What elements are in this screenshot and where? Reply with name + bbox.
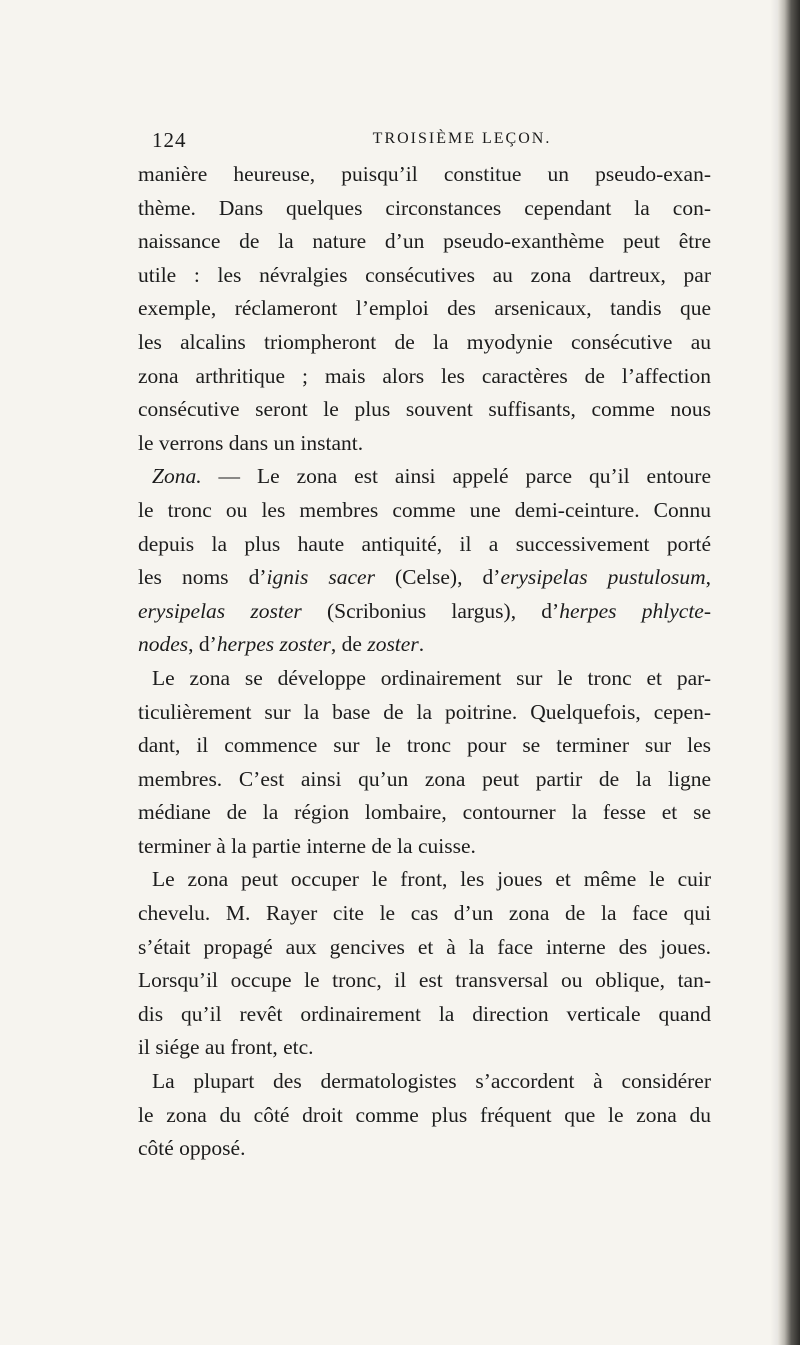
text-line [138, 830, 711, 864]
text-run: , d’ [188, 632, 217, 657]
text-line [138, 427, 711, 461]
text-run: thème. Dans quelques circonstances cependant la con- [138, 195, 711, 220]
text-run: exemple, réclameront l’emploi des arsenicaux, tandis que [138, 296, 711, 321]
text-line [138, 628, 711, 662]
text-line [138, 696, 711, 730]
text-run: , [705, 565, 712, 590]
italic-text-run: erysipelas zoster [138, 598, 302, 623]
text-run: utile : les névralgies consécutives au zona dartreux, par [138, 262, 711, 287]
text-run: Le zona se développe ordinairement sur le tronc et par- [152, 665, 711, 690]
text-run: manière heureuse, puisqu’il constitue un pseudo-exan- [138, 162, 711, 186]
text-run: côté opposé. [138, 1136, 246, 1161]
italic-text-run: herpes zoster [216, 632, 331, 657]
italic-text-run: erysipelas pustulosum [500, 565, 706, 590]
page-number: 124 [152, 128, 187, 152]
text-line [138, 863, 711, 897]
text-line [138, 528, 711, 562]
text-line [138, 292, 711, 326]
text-run: le zona du côté droit comme plus fréquent que le zona du [138, 1102, 711, 1127]
text-line [138, 1099, 711, 1133]
text-line [138, 931, 711, 965]
text-run: le tronc ou les membres comme une demi-ceinture. Connu [138, 497, 711, 522]
text-line [138, 225, 711, 259]
body-text [138, 158, 711, 1166]
text-line [138, 326, 711, 360]
text-run: La plupart des dermatologistes s’accordent à considérer [152, 1069, 711, 1094]
text-line [138, 192, 711, 226]
text-line [138, 998, 711, 1032]
italic-text-run: Zona. [152, 464, 202, 489]
text-run: chevelu. M. Rayer cite le cas d’un zona de la face qui [138, 901, 711, 926]
text-run: Le zona peut occuper le front, les joues et même le cuir [152, 867, 711, 892]
text-run: s’était propagé aux gencives et à la face interne des joues. [138, 934, 711, 959]
text-line [138, 729, 711, 763]
text-run: il siége au front, etc. [138, 1035, 314, 1060]
text-line [138, 662, 711, 696]
running-title: TROISIÈME LEÇON. [372, 130, 552, 147]
text-run: les noms d’ [138, 565, 267, 590]
text-run: . [418, 632, 425, 657]
text-line [138, 494, 711, 528]
text-run: consécutive seront le plus souvent suffisants, comme nous [138, 397, 711, 422]
text-line [138, 964, 711, 998]
text-line [138, 360, 711, 394]
text-line [138, 796, 711, 830]
text-run: dant, il commence sur le tronc pour se terminer sur les [138, 733, 711, 758]
text-run: ticulièrement sur la base de la poitrine. Quelquefois, cepen- [138, 699, 711, 724]
text-run: dis qu’il revêt ordinairement la direction verticale quand [138, 1001, 711, 1026]
text-run: le verrons dans un instant. [138, 430, 364, 455]
text-line [138, 595, 711, 629]
text-line [138, 1031, 711, 1065]
page-gutter-shadow [770, 0, 778, 1345]
text-run: Lorsqu’il occupe le tronc, il est transversal ou oblique, tan- [138, 968, 711, 993]
text-line [138, 460, 711, 494]
text-line [138, 1132, 711, 1166]
text-run: membres. C’est ainsi qu’un zona peut partir de la ligne [138, 766, 711, 791]
text-line [138, 393, 711, 427]
text-run: depuis la plus haute antiquité, il a successivement porté [138, 531, 711, 556]
text-run: les alcalins triompheront de la myodynie consécutive au [138, 329, 711, 354]
italic-text-run: zoster [367, 632, 419, 657]
text-line [138, 259, 711, 293]
text-line [138, 158, 711, 192]
text-line [138, 897, 711, 931]
text-run: zona arthritique ; mais alors les caractères de l’affection [138, 363, 711, 388]
italic-text-run: herpes phlycte- [559, 598, 712, 623]
text-line [138, 763, 711, 797]
text-run: terminer à la partie interne de la cuisse. [138, 833, 476, 858]
text-line [138, 561, 711, 595]
text-run: (Celse), d’ [374, 565, 501, 590]
text-run: médiane de la région lombaire, contourner la fesse et se [138, 800, 711, 825]
text-run: , de [330, 632, 368, 657]
italic-text-run: ignis sacer [266, 565, 375, 590]
book-spine-edge [778, 0, 800, 1345]
text-line [138, 1065, 711, 1099]
italic-text-run: nodes [138, 632, 189, 657]
text-run: (Scribonius largus), d’ [301, 598, 560, 623]
page-header [152, 128, 712, 152]
text-run: — Le zona est ainsi appelé parce qu’il entoure [201, 464, 711, 489]
text-run: naissance de la nature d’un pseudo-exanthème peut être [138, 229, 711, 254]
